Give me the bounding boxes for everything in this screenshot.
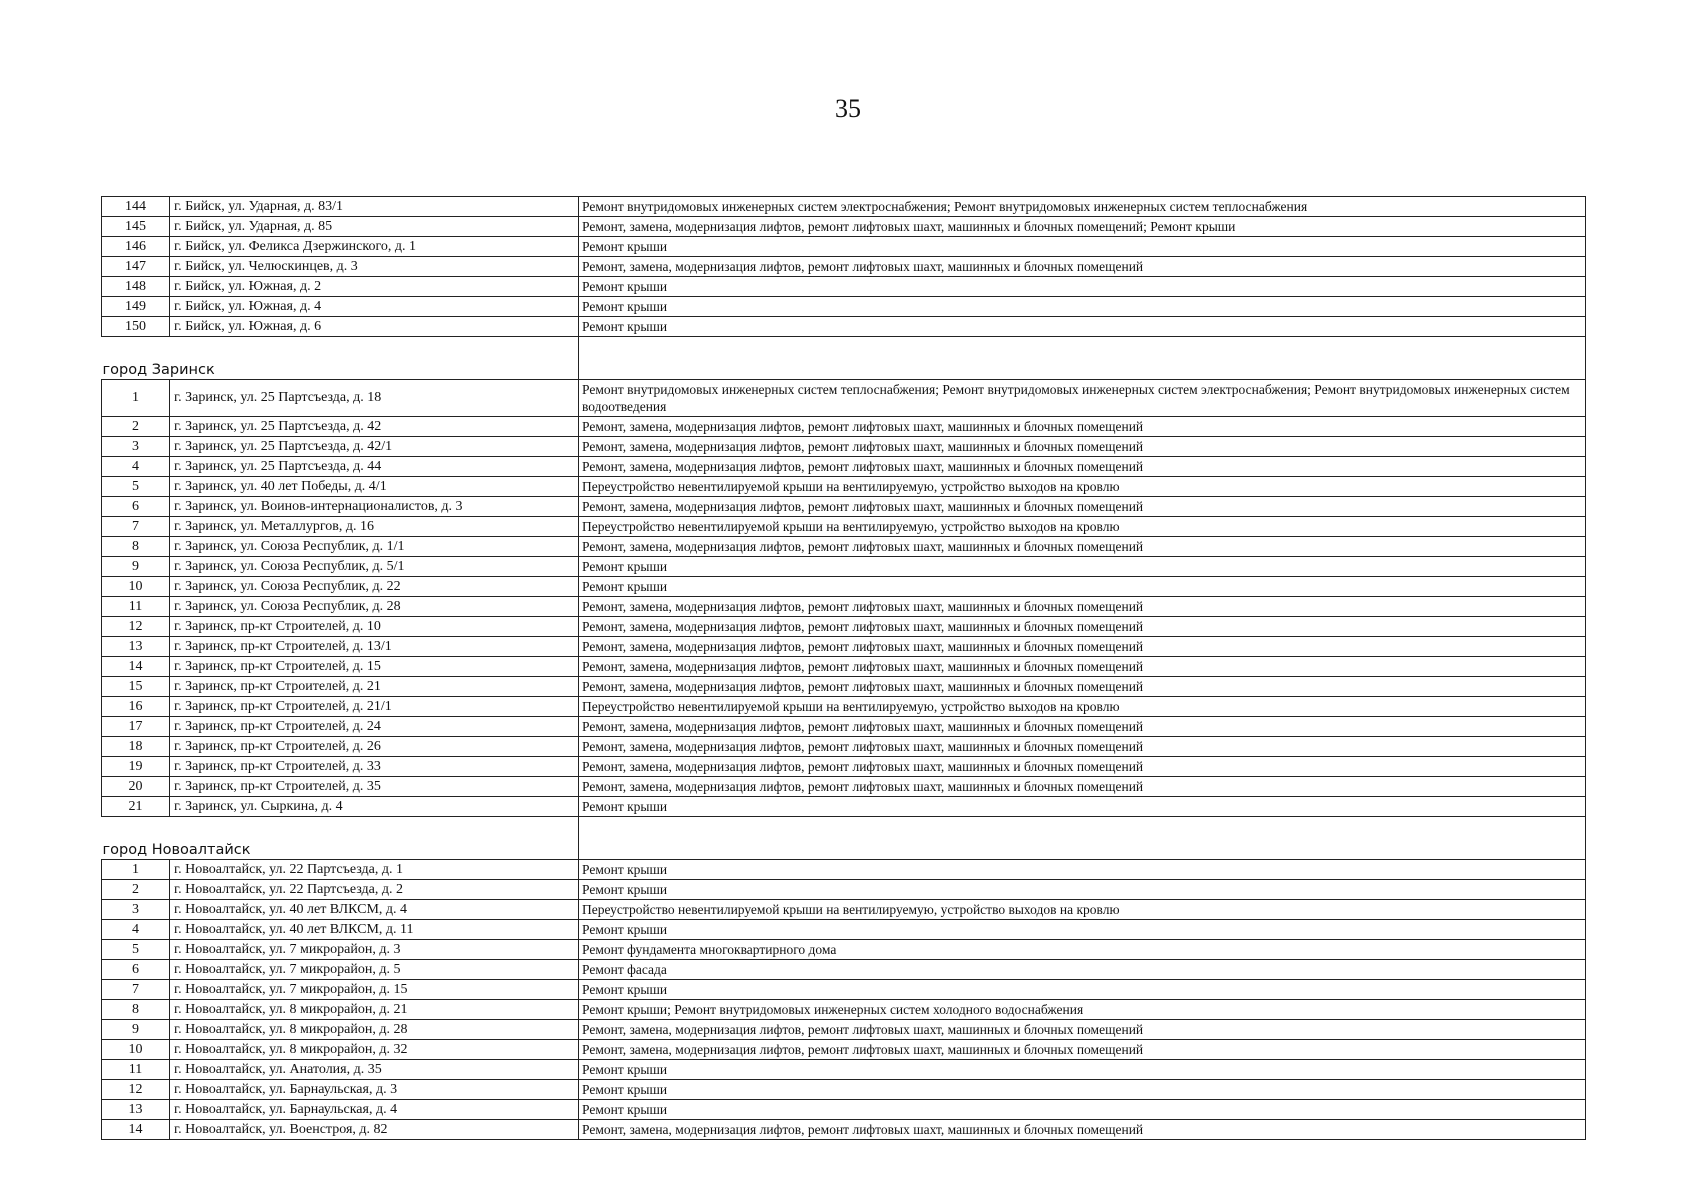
row-number: 14	[102, 1120, 170, 1140]
row-number: 148	[102, 277, 170, 297]
row-number: 9	[102, 557, 170, 577]
row-address: г. Бийск, ул. Южная, д. 6	[170, 317, 579, 337]
row-number: 8	[102, 537, 170, 557]
section-spacer	[579, 817, 1586, 860]
row-address: г. Новоалтайск, ул. 22 Партсъезда, д. 1	[170, 860, 579, 880]
row-address: г. Заринск, пр-кт Строителей, д. 26	[170, 737, 579, 757]
table-row	[102, 980, 1586, 1000]
row-address: г. Новоалтайск, ул. 8 микрорайон, д. 28	[170, 1020, 579, 1040]
row-address: г. Новоалтайск, ул. 40 лет ВЛКСМ, д. 11	[170, 920, 579, 940]
row-address: г. Новоалтайск, ул. 40 лет ВЛКСМ, д. 4	[170, 900, 579, 920]
row-number: 6	[102, 497, 170, 517]
row-work-type: Ремонт, замена, модернизация лифтов, ремонт лифтовых шахт, машинных и блочных помещений	[579, 497, 1586, 517]
row-address: г. Заринск, пр-кт Строителей, д. 10	[170, 617, 579, 637]
row-address: г. Заринск, ул. 25 Партсъезда, д. 18	[170, 380, 579, 417]
row-number: 10	[102, 577, 170, 597]
table-row	[102, 637, 1586, 657]
table-row	[102, 920, 1586, 940]
section-header-row	[102, 817, 1586, 860]
table-row	[102, 1060, 1586, 1080]
table-row	[102, 417, 1586, 437]
row-number: 149	[102, 297, 170, 317]
row-work-type: Ремонт крыши	[579, 1080, 1586, 1100]
row-number: 11	[102, 1060, 170, 1080]
row-work-type: Ремонт, замена, модернизация лифтов, ремонт лифтовых шахт, машинных и блочных помещений	[579, 1020, 1586, 1040]
row-number: 20	[102, 777, 170, 797]
table-row	[102, 380, 1586, 417]
row-work-type: Переустройство невентилируемой крыши на вентилируемую, устройство выходов на кровлю	[579, 477, 1586, 497]
row-number: 12	[102, 617, 170, 637]
row-number: 150	[102, 317, 170, 337]
row-address: г. Заринск, ул. Союза Республик, д. 22	[170, 577, 579, 597]
row-work-type: Ремонт, замена, модернизация лифтов, ремонт лифтовых шахт, машинных и блочных помещений	[579, 1040, 1586, 1060]
row-work-type: Ремонт крыши	[579, 1060, 1586, 1080]
row-work-type: Ремонт крыши	[579, 237, 1586, 257]
row-address: г. Новоалтайск, ул. Военстроя, д. 82	[170, 1120, 579, 1140]
table-row	[102, 617, 1586, 637]
row-work-type: Переустройство невентилируемой крыши на вентилируемую, устройство выходов на кровлю	[579, 900, 1586, 920]
table-row	[102, 437, 1586, 457]
row-work-type: Ремонт, замена, модернизация лифтов, ремонт лифтовых шахт, машинных и блочных помещений	[579, 717, 1586, 737]
row-work-type: Ремонт крыши	[579, 980, 1586, 1000]
table-row	[102, 277, 1586, 297]
row-work-type: Ремонт, замена, модернизация лифтов, ремонт лифтовых шахт, машинных и блочных помещений	[579, 457, 1586, 477]
row-number: 15	[102, 677, 170, 697]
table-row	[102, 537, 1586, 557]
row-work-type: Ремонт, замена, модернизация лифтов, ремонт лифтовых шахт, машинных и блочных помещений	[579, 417, 1586, 437]
table-row	[102, 197, 1586, 217]
table-row	[102, 960, 1586, 980]
row-address: г. Заринск, пр-кт Строителей, д. 33	[170, 757, 579, 777]
row-address: г. Заринск, ул. Сыркина, д. 4	[170, 797, 579, 817]
row-work-type: Ремонт, замена, модернизация лифтов, ремонт лифтовых шахт, машинных и блочных помещений	[579, 757, 1586, 777]
row-number: 5	[102, 477, 170, 497]
table-row	[102, 1080, 1586, 1100]
row-address: г. Заринск, пр-кт Строителей, д. 21	[170, 677, 579, 697]
row-address: г. Заринск, ул. 40 лет Победы, д. 4/1	[170, 477, 579, 497]
row-work-type: Ремонт фундамента многоквартирного дома	[579, 940, 1586, 960]
table-row	[102, 1040, 1586, 1060]
row-number: 147	[102, 257, 170, 277]
table-row	[102, 237, 1586, 257]
row-work-type: Ремонт, замена, модернизация лифтов, ремонт лифтовых шахт, машинных и блочных помещений	[579, 777, 1586, 797]
row-work-type: Ремонт, замена, модернизация лифтов, ремонт лифтовых шахт, машинных и блочных помещений	[579, 437, 1586, 457]
row-number: 3	[102, 437, 170, 457]
row-number: 2	[102, 417, 170, 437]
table-row	[102, 1120, 1586, 1140]
row-number: 8	[102, 1000, 170, 1020]
table-row	[102, 317, 1586, 337]
row-address: г. Заринск, пр-кт Строителей, д. 21/1	[170, 697, 579, 717]
table-row	[102, 677, 1586, 697]
row-work-type: Ремонт, замена, модернизация лифтов, ремонт лифтовых шахт, машинных и блочных помещений	[579, 637, 1586, 657]
row-work-type: Переустройство невентилируемой крыши на вентилируемую, устройство выходов на кровлю	[579, 517, 1586, 537]
table-row	[102, 860, 1586, 880]
row-work-type: Ремонт крыши	[579, 317, 1586, 337]
row-address: г. Новоалтайск, ул. 7 микрорайон, д. 15	[170, 980, 579, 1000]
row-number: 10	[102, 1040, 170, 1060]
row-address: г. Бийск, ул. Южная, д. 4	[170, 297, 579, 317]
table-row	[102, 257, 1586, 277]
row-address: г. Заринск, пр-кт Строителей, д. 24	[170, 717, 579, 737]
row-number: 3	[102, 900, 170, 920]
row-number: 18	[102, 737, 170, 757]
row-address: г. Новоалтайск, ул. 8 микрорайон, д. 21	[170, 1000, 579, 1020]
section-spacer	[579, 337, 1586, 380]
row-number: 12	[102, 1080, 170, 1100]
row-work-type: Ремонт крыши	[579, 577, 1586, 597]
row-number: 6	[102, 960, 170, 980]
row-number: 13	[102, 637, 170, 657]
row-work-type: Ремонт фасада	[579, 960, 1586, 980]
row-number: 144	[102, 197, 170, 217]
table-row	[102, 497, 1586, 517]
row-work-type: Ремонт, замена, модернизация лифтов, ремонт лифтовых шахт, машинных и блочных помещений	[579, 1120, 1586, 1140]
row-number: 1	[102, 860, 170, 880]
repair-table-container	[101, 196, 1585, 1140]
row-address: г. Бийск, ул. Южная, д. 2	[170, 277, 579, 297]
row-work-type: Ремонт крыши	[579, 1100, 1586, 1120]
row-number: 5	[102, 940, 170, 960]
row-number: 19	[102, 757, 170, 777]
row-work-type: Ремонт, замена, модернизация лифтов, ремонт лифтовых шахт, машинных и блочных помещений	[579, 257, 1586, 277]
repair-table	[101, 196, 1586, 1140]
row-address: г. Новоалтайск, ул. Барнаульская, д. 3	[170, 1080, 579, 1100]
row-number: 2	[102, 880, 170, 900]
row-number: 14	[102, 657, 170, 677]
table-row	[102, 777, 1586, 797]
row-address: г. Заринск, ул. Воинов-интернационалистов, д. 3	[170, 497, 579, 517]
row-work-type: Ремонт крыши	[579, 297, 1586, 317]
repair-table-body	[102, 197, 1586, 1140]
table-row	[102, 900, 1586, 920]
table-row	[102, 1100, 1586, 1120]
table-row	[102, 717, 1586, 737]
row-address: г. Новоалтайск, ул. 7 микрорайон, д. 3	[170, 940, 579, 960]
row-number: 9	[102, 1020, 170, 1040]
section-title: город Заринск	[102, 337, 579, 380]
table-row	[102, 797, 1586, 817]
table-row	[102, 757, 1586, 777]
row-work-type: Ремонт внутридомовых инженерных систем электроснабжения; Ремонт внутридомовых инженерных систем теплоснабжения	[579, 197, 1586, 217]
row-address: г. Заринск, ул. 25 Партсъезда, д. 42	[170, 417, 579, 437]
row-work-type: Ремонт крыши; Ремонт внутридомовых инженерных систем холодного водоснабжения	[579, 1000, 1586, 1020]
table-row	[102, 597, 1586, 617]
row-work-type: Ремонт, замена, модернизация лифтов, ремонт лифтовых шахт, машинных и блочных помещений; Ремонт крыши	[579, 217, 1586, 237]
table-row	[102, 737, 1586, 757]
section-header-row	[102, 337, 1586, 380]
row-number: 17	[102, 717, 170, 737]
row-work-type: Переустройство невентилируемой крыши на вентилируемую, устройство выходов на кровлю	[579, 697, 1586, 717]
row-address: г. Бийск, ул. Феликса Дзержинского, д. 1	[170, 237, 579, 257]
section-title: город Новоалтайск	[102, 817, 579, 860]
row-work-type: Ремонт, замена, модернизация лифтов, ремонт лифтовых шахт, машинных и блочных помещений	[579, 657, 1586, 677]
row-work-type: Ремонт крыши	[579, 880, 1586, 900]
row-address: г. Бийск, ул. Челюскинцев, д. 3	[170, 257, 579, 277]
row-work-type: Ремонт крыши	[579, 797, 1586, 817]
table-row	[102, 1020, 1586, 1040]
row-address: г. Заринск, ул. Союза Республик, д. 5/1	[170, 557, 579, 577]
row-address: г. Заринск, ул. 25 Партсъезда, д. 42/1	[170, 437, 579, 457]
table-row	[102, 517, 1586, 537]
page-number: 35	[835, 94, 861, 123]
row-address: г. Заринск, ул. 25 Партсъезда, д. 44	[170, 457, 579, 477]
row-number: 145	[102, 217, 170, 237]
row-work-type: Ремонт крыши	[579, 860, 1586, 880]
row-number: 13	[102, 1100, 170, 1120]
table-row	[102, 940, 1586, 960]
table-row	[102, 217, 1586, 237]
row-address: г. Заринск, пр-кт Строителей, д. 15	[170, 657, 579, 677]
row-number: 21	[102, 797, 170, 817]
row-work-type: Ремонт, замена, модернизация лифтов, ремонт лифтовых шахт, машинных и блочных помещений	[579, 597, 1586, 617]
row-address: г. Заринск, ул. Союза Республик, д. 28	[170, 597, 579, 617]
row-address: г. Заринск, ул. Металлургов, д. 16	[170, 517, 579, 537]
table-row	[102, 297, 1586, 317]
table-row	[102, 477, 1586, 497]
row-address: г. Новоалтайск, ул. 8 микрорайон, д. 32	[170, 1040, 579, 1060]
row-number: 11	[102, 597, 170, 617]
row-address: г. Новоалтайск, ул. 7 микрорайон, д. 5	[170, 960, 579, 980]
row-work-type: Ремонт внутридомовых инженерных систем теплоснабжения; Ремонт внутридомовых инженерных систем электроснабжения; Ремонт внутридомовых инженерных систем водоотведения	[579, 380, 1586, 417]
row-number: 4	[102, 920, 170, 940]
table-row	[102, 880, 1586, 900]
table-row	[102, 457, 1586, 477]
row-number: 4	[102, 457, 170, 477]
table-row	[102, 557, 1586, 577]
row-work-type: Ремонт крыши	[579, 277, 1586, 297]
row-number: 146	[102, 237, 170, 257]
row-address: г. Бийск, ул. Ударная, д. 85	[170, 217, 579, 237]
row-address: г. Заринск, ул. Союза Республик, д. 1/1	[170, 537, 579, 557]
table-row	[102, 657, 1586, 677]
row-number: 1	[102, 380, 170, 417]
row-number: 7	[102, 517, 170, 537]
row-address: г. Заринск, пр-кт Строителей, д. 13/1	[170, 637, 579, 657]
row-address: г. Заринск, пр-кт Строителей, д. 35	[170, 777, 579, 797]
table-row	[102, 1000, 1586, 1020]
row-number: 7	[102, 980, 170, 1000]
row-work-type: Ремонт крыши	[579, 557, 1586, 577]
table-row	[102, 697, 1586, 717]
row-number: 16	[102, 697, 170, 717]
row-address: г. Бийск, ул. Ударная, д. 83/1	[170, 197, 579, 217]
row-work-type: Ремонт, замена, модернизация лифтов, ремонт лифтовых шахт, машинных и блочных помещений	[579, 737, 1586, 757]
row-address: г. Новоалтайск, ул. 22 Партсъезда, д. 2	[170, 880, 579, 900]
row-work-type: Ремонт крыши	[579, 920, 1586, 940]
row-work-type: Ремонт, замена, модернизация лифтов, ремонт лифтовых шахт, машинных и блочных помещений	[579, 677, 1586, 697]
row-address: г. Новоалтайск, ул. Анатолия, д. 35	[170, 1060, 579, 1080]
row-work-type: Ремонт, замена, модернизация лифтов, ремонт лифтовых шахт, машинных и блочных помещений	[579, 617, 1586, 637]
row-work-type: Ремонт, замена, модернизация лифтов, ремонт лифтовых шахт, машинных и блочных помещений	[579, 537, 1586, 557]
table-row	[102, 577, 1586, 597]
row-address: г. Новоалтайск, ул. Барнаульская, д. 4	[170, 1100, 579, 1120]
